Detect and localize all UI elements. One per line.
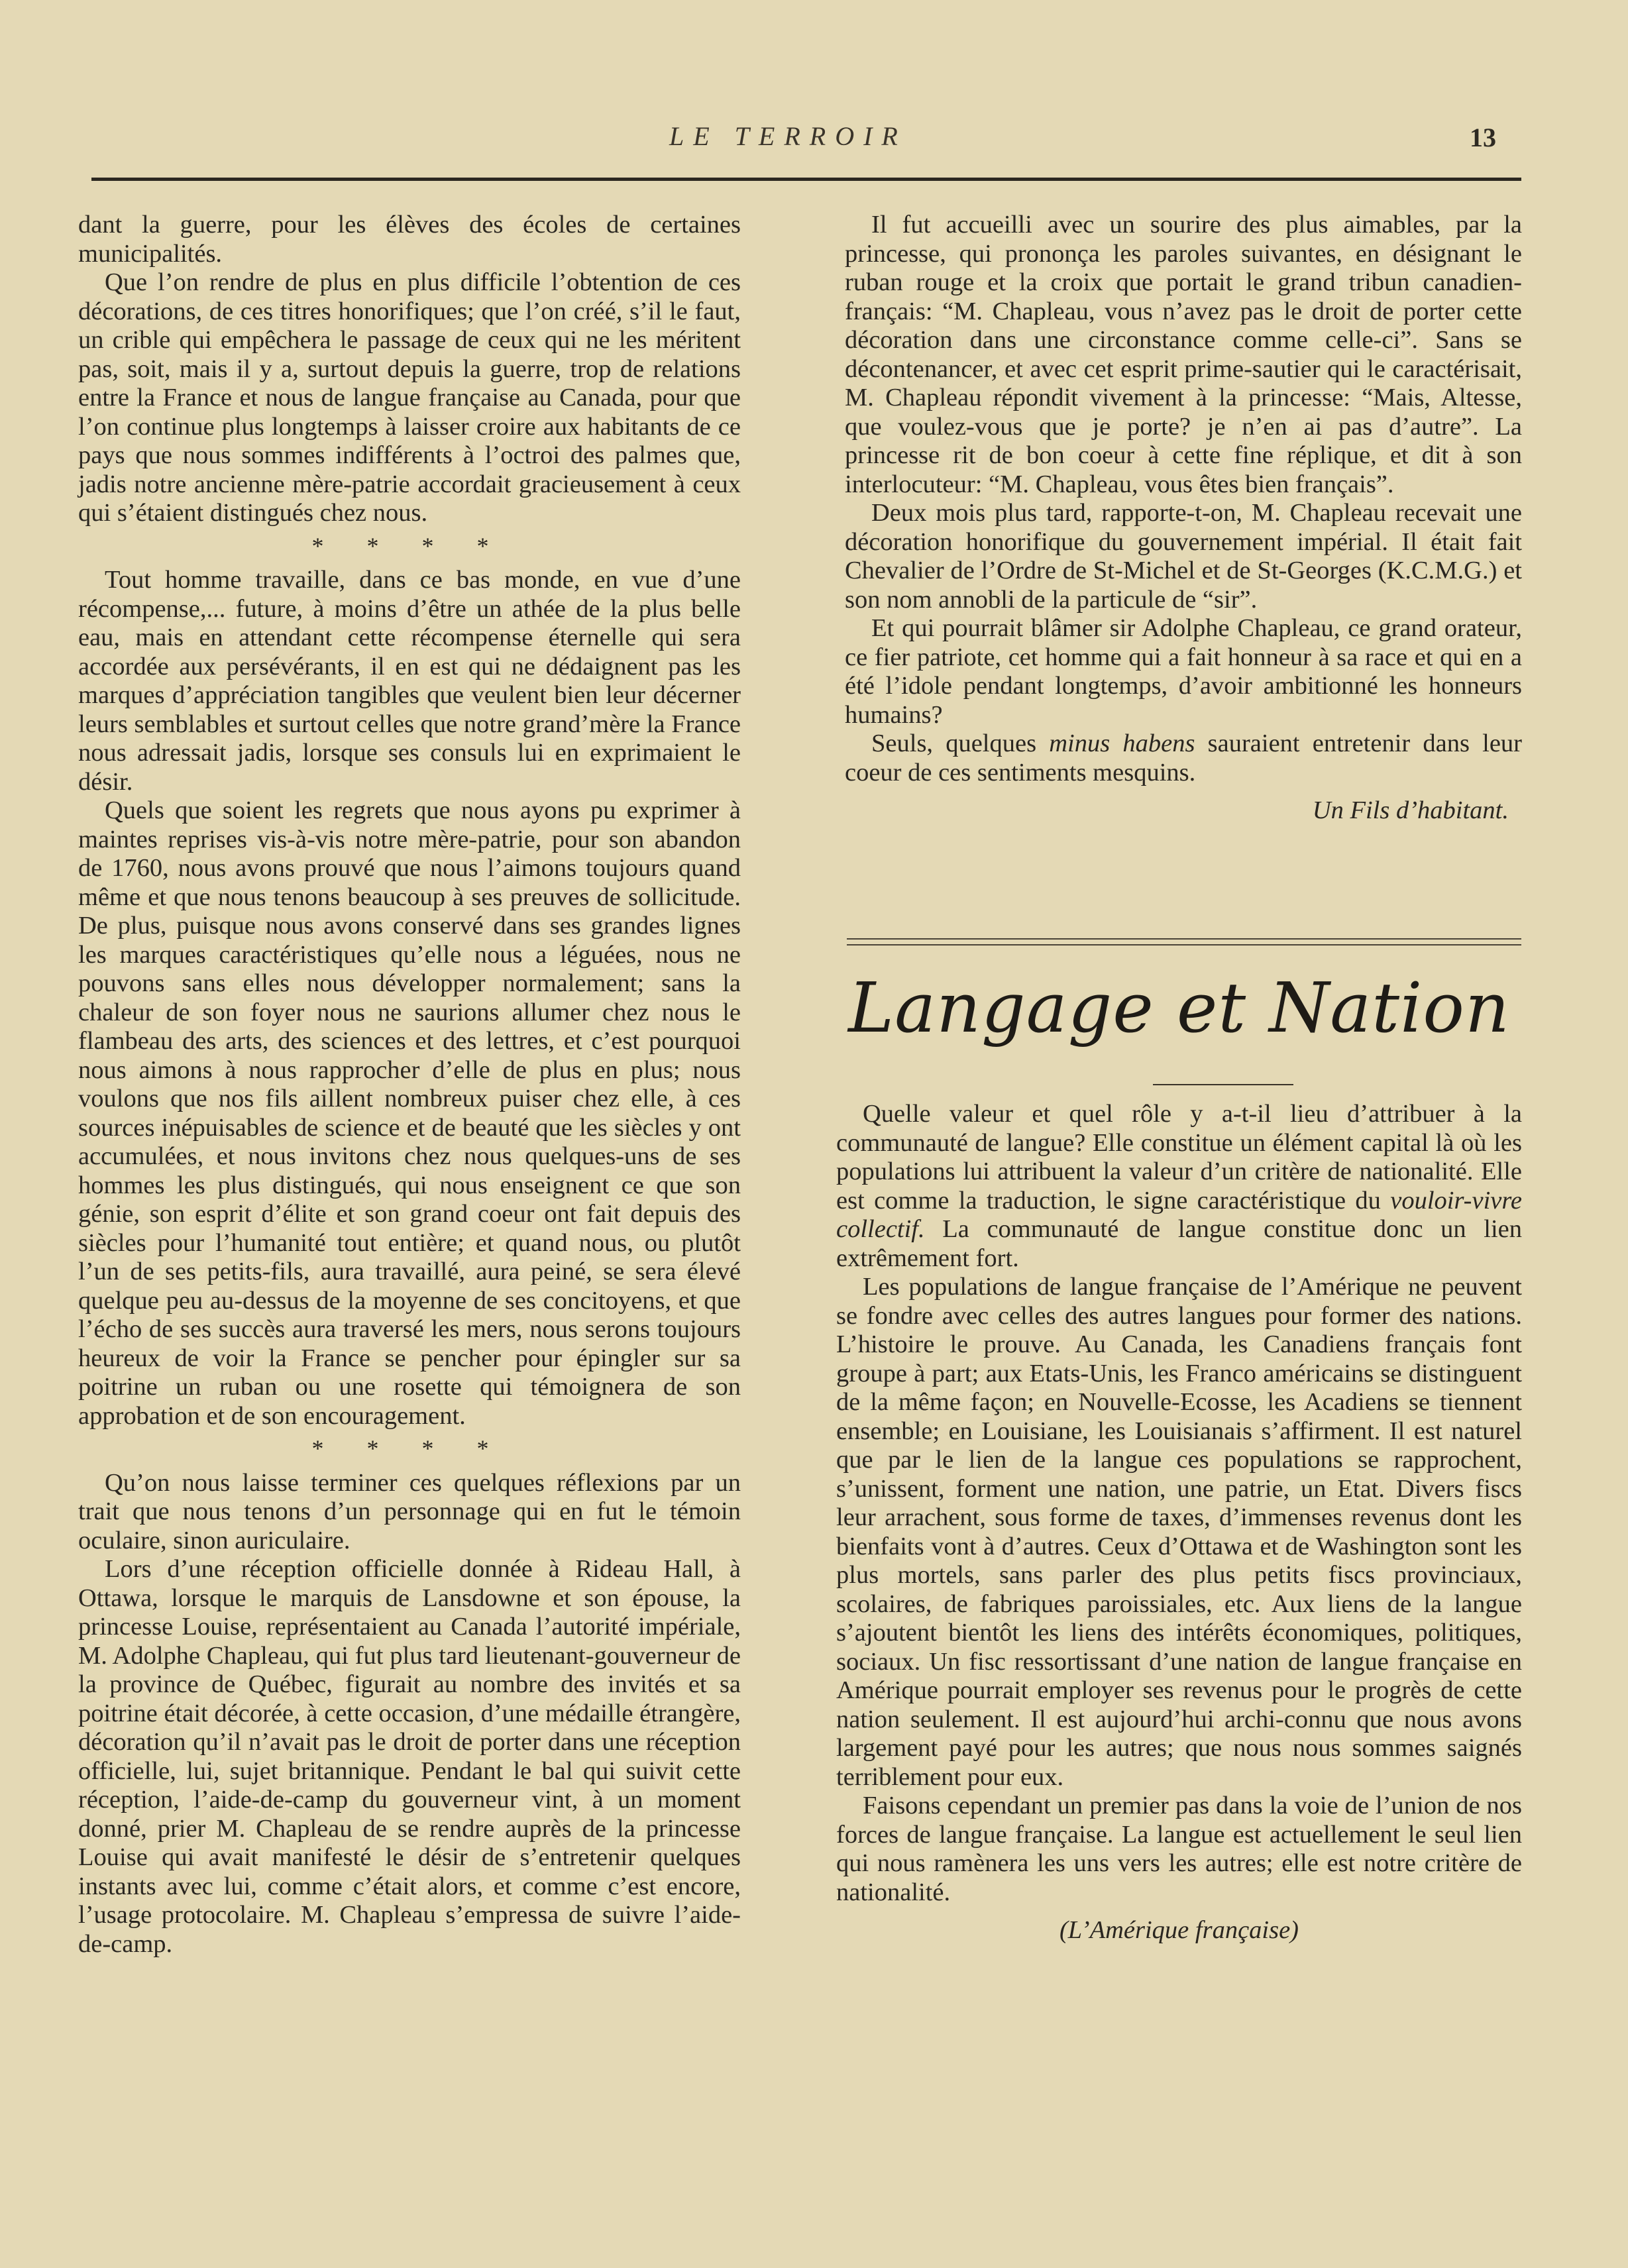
text-run: sauraient entretenir dans leur coeur de ces sentiments mesquins. xyxy=(845,729,1523,786)
paragraph: Il fut accueilli avec un sourire des plus aimables, par la princesse, qui prononça les paroles suivantes, en désignant le ruban rouge et la croix que portait le grand tribun canadien-français: “M. Chapleau, vous n’avez pas le droit de porter cette décoration dans une circonstance comme celle-ci”. Sans se décontenancer, et avec cet esprit prime-sautier qui le caractérisait, M. Chapleau répondit vivement à la princesse: “Mais, Altesse, que voulez-vous que je porte? je n’en ai pas d’autre”. La princesse rit de bon coeur à cette fine réplique, et dit à son interlocuteur: “M. Chapleau, vous êtes bien français”. xyxy=(845,211,1522,498)
right-column-top xyxy=(845,211,1522,826)
text-run: Seuls, quelques xyxy=(871,729,1037,757)
paragraph: dant la guerre, pour les élèves des écoles de certaines municipalités. xyxy=(78,211,741,268)
paragraph: Et qui pourrait blâmer sir Adolphe Chapleau, ce grand orateur, ce fier patriote, cet homme qui a fait honneur à sa race et qui en a été l’idole pendant longtemps, d’avoir ambitionné les honneurs humains? xyxy=(845,614,1522,729)
italic-phrase: vouloir-vivre collectif. xyxy=(836,1186,1523,1243)
article-title: Langage et Nation xyxy=(848,967,1510,1048)
paragraph xyxy=(836,1100,1522,1273)
source-attribution: (L’Amérique française) xyxy=(1059,1916,1299,1944)
paragraph: Quels que soient les regrets que nous ayons pu exprimer à maintes reprises vis-à-vis notre mère-patrie, pour son abandon de 1760, nous avons prouvé que nous l’aimons toujours quand même et que nous tenons beaucoup à ses preuves de sollicitude. De plus, puisque nous avons conservé dans ses grandes lignes les marques caractéristiques qu’elle nous a léguées, nous ne pouvons sans elles nous développer normalement; sans la chaleur de son foyer nous ne saurions allumer chez nous le flambeau des arts, des sciences et des lettres, et c’est pourquoi nous aimons à nous rapprocher d’elle de plus en plus; nous voulons que nos fils aillent nombreux puiser chez elle, à ces sources inépuisables de science et de beauté que les siècles y ont accumulées, et nous invitons chez nous quelques-uns de ses hommes les plus distingués, qui nous enseignent ce que son génie, son esprit d’élite et son grand coeur ont fait depuis des siècles pour l’humanité tout entière; et quand nous, ou plutôt l’un de ses petits-fils, aura travaillé, aura peiné, se sera élevé quelque peu au-dessus de la moyenne de ses concitoyens, et que l’écho de ses succès aura traversé les mers, nous serons toujours heureux de voir la France se pencher pour épingler sur sa poitrine un ruban ou une rosette qui témoignera de son approbation et de son encouragement. xyxy=(78,796,741,1430)
paragraph: Tout homme travaille, dans ce bas monde, en vue d’une récompense,... future, à moins d’être un athée de la plus belle eau, mais en attendant cette récompense éternelle qui sera accordée aux persévérants, il en est qui ne dédaignent pas les marques d’appréciation tangibles que veulent bien leur décerner leurs semblables et surtout celles que notre grand’mère la France nous adressait jadis, lorsque ses consuls lui en exprimaient le désir. xyxy=(78,566,741,796)
left-column xyxy=(78,211,741,1959)
paragraph: Que l’on rendre de plus en plus difficile l’obtention de ces décorations, de ces titres honorifiques; que l’on créé, s’il le faut, un crible qui empêchera le passage de ceux qui ne les méritent pas, soit, mais il y a, surtout depuis la guerre, trop de relations entre la France et nous de langue française au Canada, pour que l’on continue plus longtemps à laisser croire aux habitants de ce pays que nous sommes indifférents à l’octroi des palmes que, jadis notre ancienne mère-patrie accordait gracieusement à ceux qui s’étaient distingués chez nous. xyxy=(78,268,741,527)
text-run: Quelle valeur et quel rôle y a-t-il lieu d’attribuer à la communauté de langue? Elle constitue un élément capital là où les populations lui attribuent la valeur d’un critère de nationalité. Elle est comme la traduction, le signe caractéristique du xyxy=(836,1100,1522,1215)
section-separator: * * * * xyxy=(311,1435,508,1462)
page-number: 13 xyxy=(1470,123,1496,152)
text-run: La communauté de langue constitue donc un lien extrêmement fort. xyxy=(836,1215,1522,1272)
italic-phrase: minus habens xyxy=(1049,729,1195,757)
paragraph: Les populations de langue française de l’Amérique ne peuvent se fondre avec celles des autres langues pour former des nations. L’histoire le prouve. Au Canada, les Canadiens français font groupe à part; aux Etats-Unis, les Franco américains se distinguent de la même façon; en Nouvelle-Ecosse, les Acadiens se tiennent ensemble; en Louisiane, les Louisianais s’affirment. Il est naturel que par le lien de la langue ces populations se rapprochent, s’unissent, forment une nation, une patrie, un Etat. Divers fiscs leur arrachent, sous forme de taxes, d’immenses revenus dont les bienfaits vont à d’autres. Ceux d’Ottawa et de Washington sont les plus mortels, sans parler des plus petits fiscs provinciaux, scolaires, de fabriques paroissiales, etc. Aux liens de la langue s’ajoutent bientôt les liens des intérêts économiques, politiques, sociaux. Un fisc ressortissant d’une nation de langue française en Amérique pourrait employer ses revenus pour le progrès de cette nation seulement. Il est aujourd’hui archi-connu que nous avons largement payé pour les autres; que nous nous sommes saignés terriblement pour eux. xyxy=(836,1273,1522,1791)
paragraph xyxy=(845,729,1522,787)
paragraph: Qu’on nous laisse terminer ces quelques réflexions par un trait que nous tenons d’un personnage qui en fut le témoin oculaire, sinon auriculaire. xyxy=(78,1468,741,1554)
paragraph: Faisons cependant un premier pas dans la voie de l’union de nos forces de langue française. La langue est actuellement le seul lien qui nous ramènera les uns vers les autres; elle est notre critère de nationalité. xyxy=(836,1792,1522,1906)
paragraph: Deux mois plus tard, rapporte-t-on, M. Chapleau recevait une décoration honorifique du gouvernement impérial. Il était fait Chevalier de l’Ordre de St-Michel et de St-Georges (K.C.M.G.) et son nom annobli de la particule de “sir”. xyxy=(845,499,1522,614)
header-rule xyxy=(91,178,1521,181)
article-body xyxy=(836,1100,1522,1945)
running-title: LE TERROIR xyxy=(669,121,907,151)
section-separator: * * * * xyxy=(311,532,508,559)
title-rule xyxy=(1153,1084,1293,1085)
paragraph: Lors d’une réception officielle donnée à Rideau Hall, à Ottawa, lorsque le marquis de Lansdowne et son épouse, la princesse Louise, représentaient au Canada l’autorité impériale, M. Adolphe Chapleau, qui fut plus tard lieutenant-gouverneur de la province de Québec, figurait au nombre des invités et sa poitrine était décorée, à cette occasion, d’une médaille étrangère, décoration qu’il n’avait pas le droit de porter dans une réception officielle, lui, sujet britannique. Pendant le bal qui suivit cette réception, l’aide-de-camp du gouverneur vint, à un moment donné, prier M. Chapleau de se rendre auprès de la princesse Louise qui avait manifesté le désir de s’entretenir quelques instants avec lui, comme c’était alors, et comme c’est encore, l’usage protocolaire. M. Chapleau s’empressa de suivre l’aide-de-camp. xyxy=(78,1555,741,1958)
author-signature: Un Fils d’habitant. xyxy=(1312,796,1509,824)
section-rule xyxy=(847,938,1521,945)
